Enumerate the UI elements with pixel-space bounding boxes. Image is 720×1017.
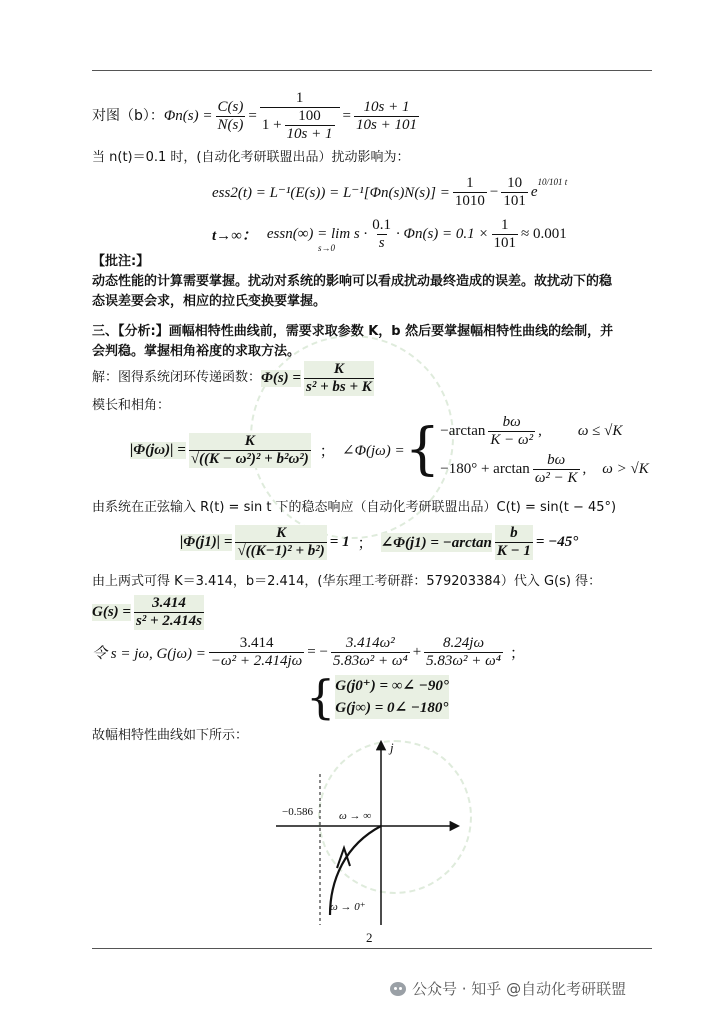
ess2-minus: − (489, 183, 499, 200)
limits-block: { G(j0⁺) = ∞∠ −90° G(j∞) = 0∠ −180° (306, 670, 449, 724)
case1-cond: ω ≤ √K (577, 422, 623, 439)
case2-den: ω² − K (534, 469, 578, 486)
sine-response-line: 由系统在正弦输入 R(t) = sin t 下的稳态响应（自动化考研联盟出品）C(t) = sin(t − 45°) (92, 500, 617, 515)
let-prefix: 令 s = jω, G(jω) = (92, 645, 206, 662)
wechat-text: 公众号 · 知乎 @自动化考研联盟 (412, 980, 627, 998)
ess2-lhs: ess2(t) = L⁻¹(E(s)) = L⁻¹[Φn(s)N(s)] = (212, 184, 450, 201)
limit-jinf: G(j∞) = 0∠ −180° (335, 700, 449, 716)
ess2-den2: 101 (503, 192, 526, 209)
omega-infinity-label: ω → ∞ (339, 810, 372, 822)
note-body-2: 态误差要会求，相应的拉氏变换要掌握。 (92, 294, 327, 309)
cs-numerator: C(s) (217, 98, 244, 115)
let-num3: 8.24jω (443, 634, 485, 651)
asymptote-label: −0.586 (282, 806, 313, 818)
section3-line2: 会判稳。掌握相角裕度的求取方法。 (92, 344, 301, 359)
let-den1: −ω² + 2.414jω (210, 652, 303, 669)
phi-s-lhs: Φ(s) = (261, 369, 301, 386)
page-number: 2 (366, 930, 373, 945)
case1-den: K − ω² (490, 431, 534, 448)
let-num2: 3.414ω² (345, 634, 395, 651)
closed-loop-line (92, 358, 377, 398)
gs-den: s² + 2.414s (135, 612, 202, 629)
let-den2: 5.83ω² + ω⁴ (332, 652, 408, 669)
solve-line: 由上两式可得 K＝3.414，b＝2.414，(华东理工考研群：579203384）代入 G(s) 得： (92, 574, 602, 589)
gs-num: 3.414 (152, 594, 186, 611)
mag1-rhs: = 1 (329, 533, 350, 550)
ess2-num1: 1 (466, 174, 474, 191)
mag-den: √((K − ω²)² + b²ω²) (190, 450, 309, 467)
ang1-den: K − 1 (496, 542, 531, 559)
mag1-lhs: |Φ(j1)| = (180, 533, 233, 550)
magnitude-equation (130, 420, 335, 480)
case2-cond: ω > √K (602, 460, 649, 477)
ang1-lhs: ∠Φ(j1) = −arctan (380, 534, 492, 551)
essn-rhs: · Φn(s) = 0.1 × (396, 225, 489, 242)
nested-fraction (260, 90, 340, 143)
ess2-equation: ess2(t) = L⁻¹(E(s)) = L⁻¹[Φn(s)N(s)] = $\frac{1}{1010}$ − $\frac{10}{101}$ e 10/101 t (212, 174, 568, 209)
j1-equations (180, 518, 578, 566)
ns-denominator: N(s) (217, 116, 244, 133)
disturbance-line: 当 n(t)＝0.1 时，(自动化考研联盟出品）扰动影响为： (92, 150, 410, 165)
ten-s-plus-one: 10s + 1 (286, 125, 333, 142)
mag-phase-label: 模长和相角： (92, 398, 171, 413)
gs-equation (92, 590, 207, 634)
ess2-num2: 10 (507, 174, 523, 191)
limit-j0: G(j0⁺) = ∞∠ −90° (335, 678, 449, 694)
t-infinity-label: t→∞： (212, 227, 257, 244)
hundred: 100 (298, 107, 321, 124)
wechat-footer (390, 978, 626, 999)
one-numerator: 1 (295, 89, 304, 106)
mag-semicolon: ； (319, 443, 335, 460)
header-rule (92, 70, 652, 71)
section-b-intro: 对图（b）： (92, 108, 164, 124)
essn-lhs: essn(∞) = lim s · (266, 225, 368, 242)
g-jomega-equation (92, 630, 525, 674)
one-plus: 1 + (261, 116, 282, 133)
angle-lhs: ∠Φ(jω) = (342, 442, 405, 459)
angle-equation: ∠Φ(jω) = { −arctan $\frac{b\omega}{\text{K − ω²}}$ , ω ≤ √K −180° + arctan $\frac{b\omega}{\text{ω² − K}}$ , ω > √K (342, 413, 649, 486)
ess2-exponent: 10/101 t (537, 177, 568, 187)
curve-intro-line: 故幅相特性曲线如下所示： (92, 728, 249, 743)
let-semi: ； (509, 645, 525, 662)
phi-s-num: K (333, 360, 344, 377)
ang1-num: b (510, 524, 518, 541)
imag-axis-label: j (390, 740, 394, 755)
ang1-rhs: = −45° (535, 533, 579, 550)
wechat-icon (390, 982, 406, 996)
essn-point1: 0.1 (372, 216, 392, 233)
mag1-num: K (276, 524, 287, 541)
case2-num: bω (547, 451, 566, 468)
j1-semicolon: ； (357, 535, 373, 552)
mag-num: K (244, 432, 255, 449)
let-den3: 5.83ω² + ω⁴ (426, 652, 501, 669)
note-title: 【批注:】 (92, 254, 150, 269)
mag-lhs: |Φ(jω)| = (130, 441, 186, 458)
lim-subscript: s→0 (318, 243, 336, 253)
ess2-den1: 1010 (454, 192, 485, 209)
essn-s: s (378, 234, 385, 251)
let-eq2: = − (307, 643, 328, 660)
case2-prefix: −180° + arctan (440, 460, 530, 477)
omega-zero-label: ω → 0⁺ (330, 901, 366, 913)
essn-equation: t→∞： essn(∞) = lim s · $\frac{0.1}{s}$ · Φn(s) = 0.1 × $\frac{1}{101}$ ≈ 0.001 (212, 216, 567, 251)
let-num1: 3.414 (239, 634, 274, 651)
note-body-1: 动态性能的计算需要掌握。扰动对系统的影响可以看成扰动最终造成的误差。故扰动下的稳 (92, 274, 613, 289)
phi-n-lhs: Φn(s) = (163, 107, 213, 124)
phi-n-equation: 对图（b）： Φn(s) = $\frac{C(s)}{N(s)}$ = 1 1 + $\frac{100}{10s + 1}$ = $\frac{10s + 1}{10s + 101}$ (92, 89, 417, 142)
section3-line1: 三、【分析:】画幅相特性曲线前，需要求取参数 K，b 然后要掌握幅相特性曲线的绘制，并 (92, 324, 614, 339)
essn-result: ≈ 0.001 (521, 225, 567, 242)
gs-lhs: G(s) = (92, 603, 131, 620)
final-numerator: 10s + 1 (363, 98, 410, 115)
case1-num: bω (502, 413, 521, 430)
mag1-den: √((K−1)² + b²) (237, 542, 325, 559)
final-denominator: 10s + 101 (355, 116, 417, 133)
phi-s-den: s² + bs + K (305, 378, 372, 395)
let-plus: + (412, 643, 422, 660)
footer-rule (92, 948, 652, 949)
case1-prefix: −arctan (440, 422, 486, 439)
essn-den: 101 (493, 234, 517, 251)
solution-label: 解：图得系统闭环传递函数： (92, 370, 262, 385)
